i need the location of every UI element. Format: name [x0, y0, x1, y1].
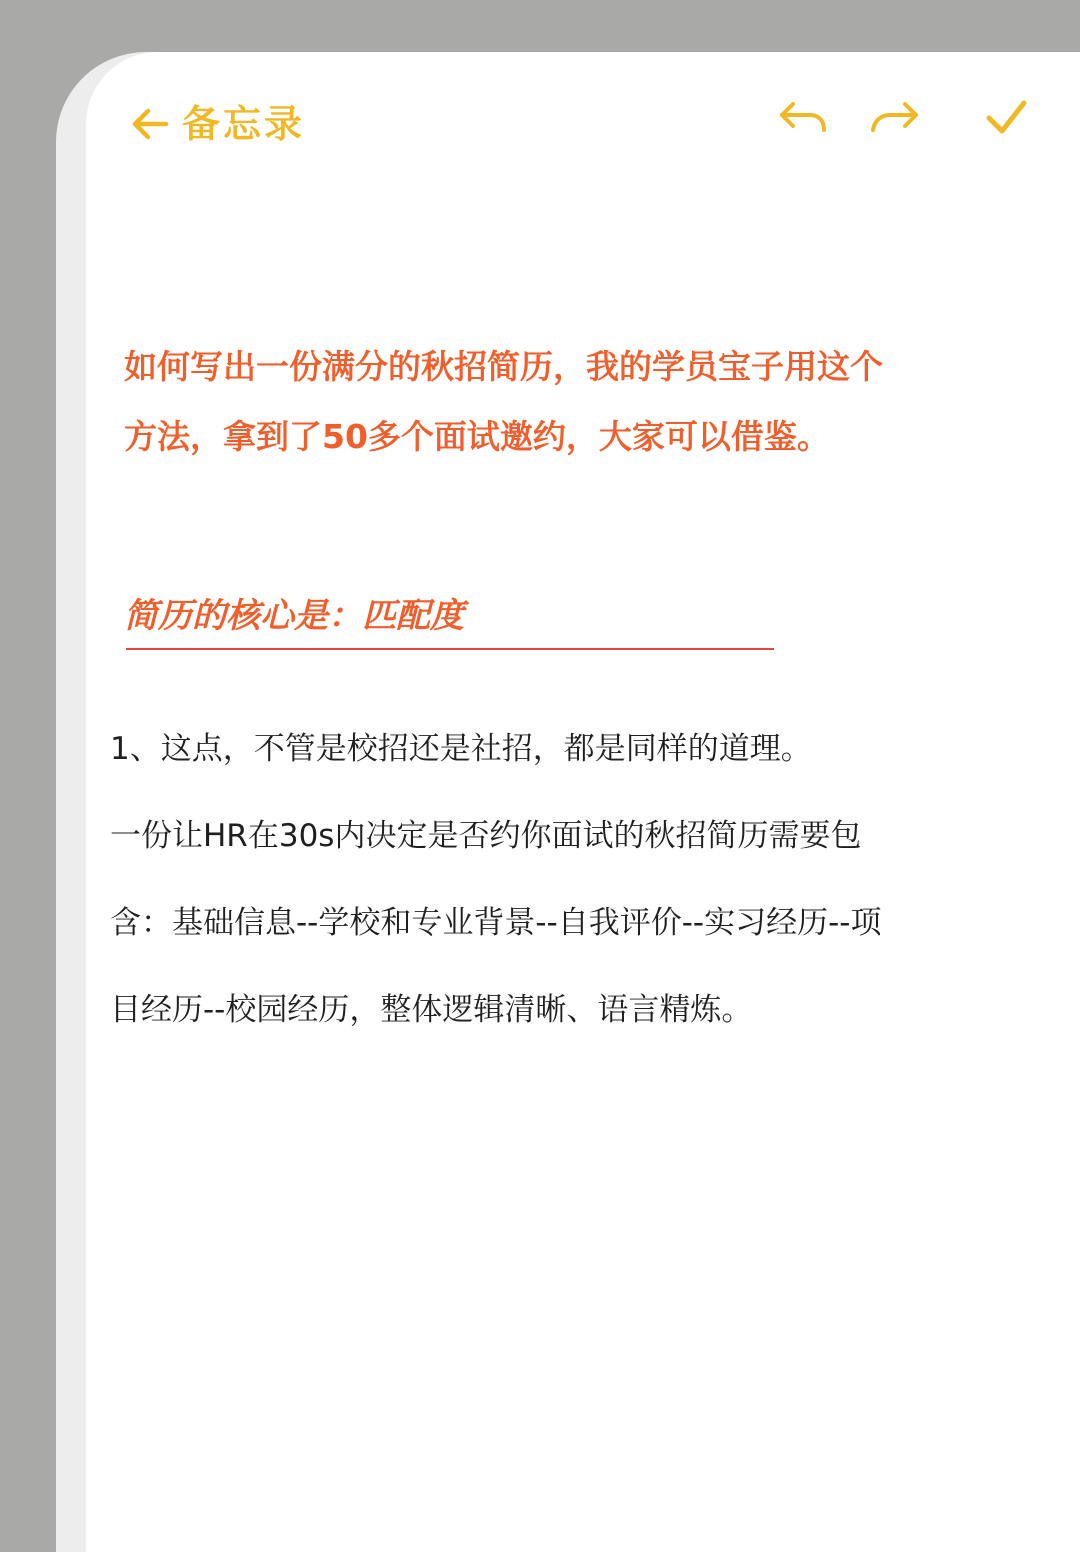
note-toolbar	[0, 0, 1080, 150]
body-line: 目经历--校园经历，整体逻辑清晰、语言精炼。	[110, 992, 753, 1028]
body-line: 含：基础信息--学校和专业背景--自我评价--实习经历--项	[110, 905, 882, 941]
note-body[interactable]	[110, 706, 1030, 1054]
body-line: 1、这点，不管是校招还是社招，都是同样的道理。	[110, 731, 812, 767]
headline-line: 如何写出一份满分的秋招简历，我的学员宝子用这个	[124, 347, 883, 386]
undo-icon	[776, 94, 836, 146]
note-headline	[124, 332, 1004, 472]
section-title: 简历的核心是：匹配度	[124, 596, 464, 636]
redo-button[interactable]	[866, 94, 926, 146]
redo-icon	[866, 94, 926, 146]
undo-button[interactable]	[776, 94, 836, 146]
section-underline	[126, 648, 774, 650]
body-line: 一份让HR在30s内决定是否约你面试的秋招简历需要包	[110, 818, 862, 854]
headline-line: 方法，拿到了50多个面试邀约，大家可以借鉴。	[124, 417, 830, 456]
back-button[interactable]	[128, 96, 305, 152]
arrow-left-icon	[128, 102, 172, 146]
done-button[interactable]	[980, 94, 1040, 146]
back-label: 备忘录	[182, 102, 306, 146]
checkmark-icon	[980, 94, 1040, 146]
